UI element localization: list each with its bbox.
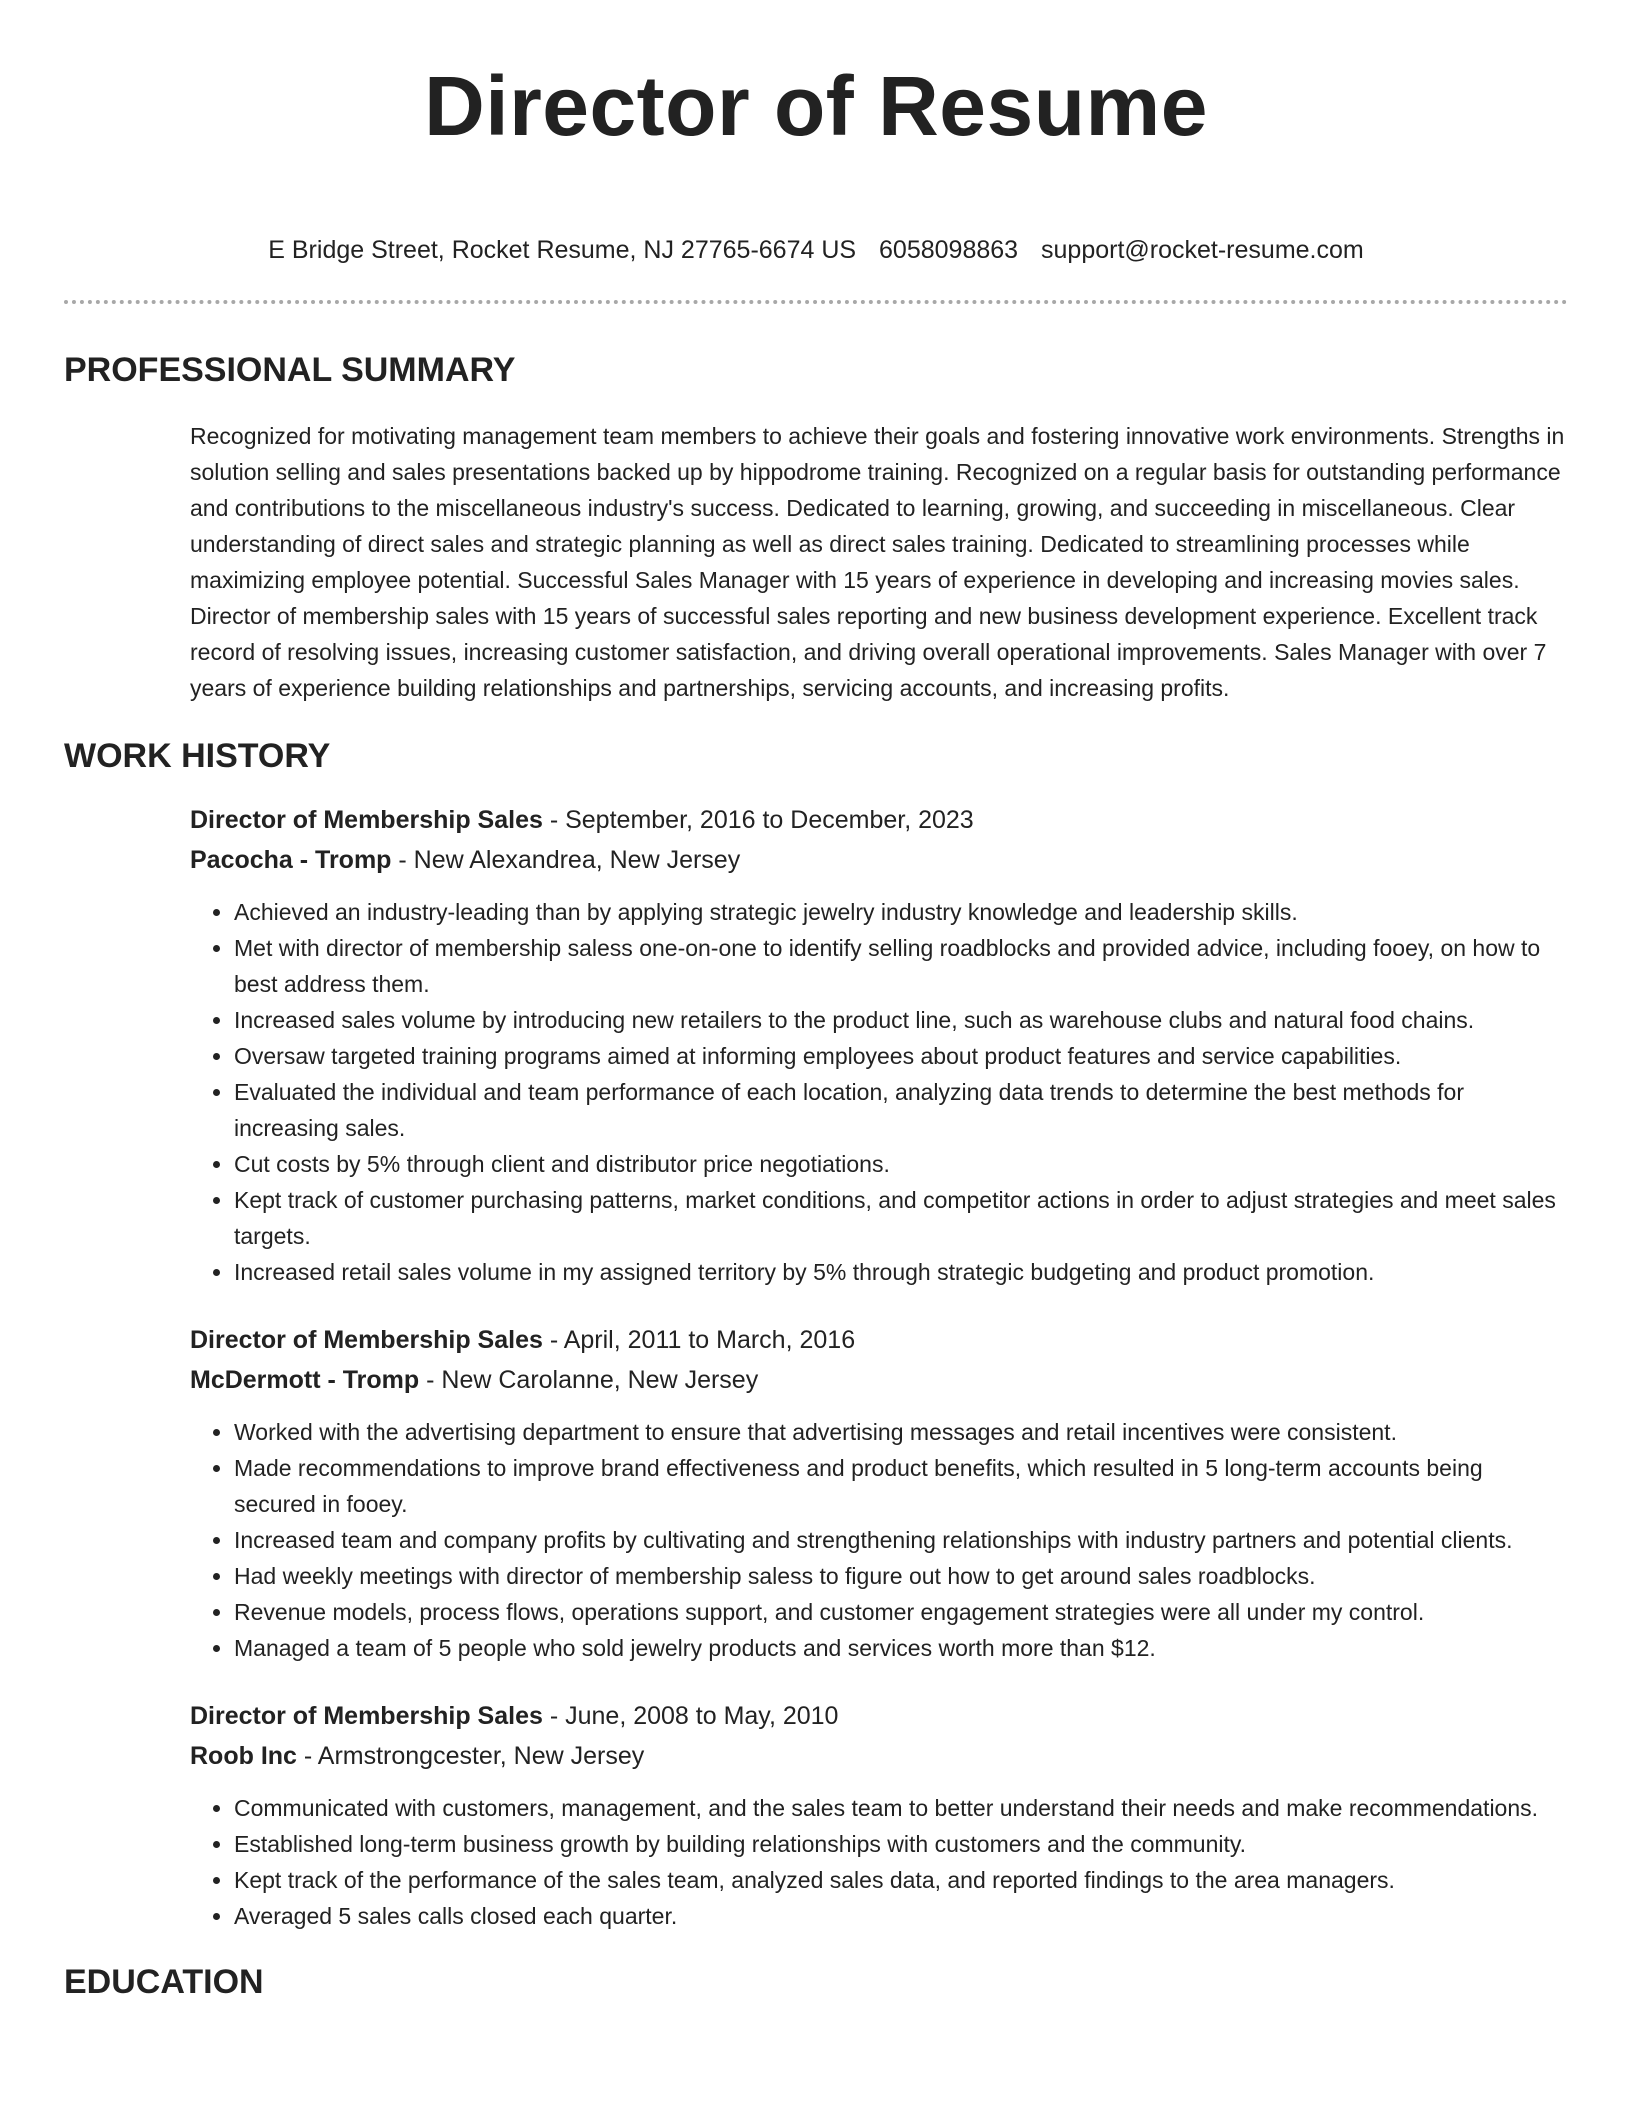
job-title-line: [190, 1320, 1568, 1360]
job-bullet: • Increased sales volume by introducing new retailers to the product line, such as warehouse clubs and natural food chains.: [234, 1002, 1568, 1038]
job-entry: [190, 1696, 1568, 1934]
contact-line: [64, 234, 1568, 266]
header-divider: [64, 300, 1568, 304]
job-company: McDermott - Tromp: [190, 1366, 420, 1394]
job-bullet: • Had weekly meetings with director of membership saless to figure out how to get around sales roadblocks.: [234, 1558, 1568, 1594]
job-bullets: [190, 1790, 1568, 1934]
job-bullet: • Managed a team of 5 people who sold jewelry products and services worth more than $12.: [234, 1630, 1568, 1666]
job-bullet: • Met with director of membership saless one-on-one to identify selling roadblocks and provided advice, including fooey, on how to best address them.: [234, 930, 1568, 1002]
job-bullet: • Worked with the advertising department to ensure that advertising messages and retail incentives were consistent.: [234, 1414, 1568, 1450]
job-bullets: [190, 894, 1568, 1290]
section-title-work: WORK HISTORY: [64, 737, 331, 775]
job-entry: [190, 800, 1568, 1290]
job-company-line: [190, 840, 1568, 880]
job-dates: - April, 2011 to March, 2016: [542, 1326, 856, 1354]
job-role: Director of Membership Sales: [190, 1326, 543, 1354]
job-bullet: • Revenue models, process flows, operations support, and customer engagement strategies were all under my control.: [234, 1594, 1568, 1630]
section-title-summary: PROFESSIONAL SUMMARY: [64, 351, 516, 389]
job-role: Director of Membership Sales: [190, 1702, 543, 1730]
job-dates: - September, 2016 to December, 2023: [542, 806, 974, 834]
job-bullet: • Averaged 5 sales calls closed each quarter.: [234, 1898, 1568, 1934]
job-bullet: • Evaluated the individual and team performance of each location, analyzing data trends to determine the best methods for increasing sales.: [234, 1074, 1568, 1146]
job-location: - New Carolanne, New Jersey: [419, 1366, 759, 1394]
job-company-line: [190, 1736, 1568, 1776]
job-bullet: • Established long-term business growth by building relationships with customers and the community.: [234, 1826, 1568, 1862]
contact-email: support@rocket-resume.com: [1041, 236, 1364, 264]
resume-name: Director of Resume: [424, 59, 1208, 153]
summary-text: Recognized for motivating management team members to achieve their goals and fostering innovative work environments. Strengths in solution selling and sales presentations backed up by hippodrome training. Recognized on a regular basis for outstanding performance and contributions to the miscellaneous industry's success. Dedicated to learning, growing, and succeeding in miscellaneous. Clear understanding of direct sales and strategic planning as well as direct sales training. Dedicated to streamlining processes while maximizing employee potential. Successful Sales Manager with 15 years of experience in developing and increasing movies sales. Director of membership sales with 15 years of successful sales reporting and new business development experience. Excellent track record of resolving issues, increasing customer satisfaction, and driving overall operational improvements. Sales Manager with over 7 years of experience building relationships and partnerships, servicing accounts, and increasing profits.: [190, 423, 1565, 701]
job-entry: [190, 1320, 1568, 1666]
job-company: Pacocha - Tromp: [190, 846, 392, 874]
contact-address: E Bridge Street, Rocket Resume, NJ 27765-6674 US: [268, 236, 857, 264]
job-bullet: • Communicated with customers, management, and the sales team to better understand their needs and make recommendations.: [234, 1790, 1568, 1826]
job-role: Director of Membership Sales: [190, 806, 543, 834]
resume-page: [64, 0, 1568, 2004]
job-title-line: [190, 800, 1568, 840]
job-bullet: • Kept track of customer purchasing patterns, market conditions, and competitor actions in order to adjust strategies and meet sales targets.: [234, 1182, 1568, 1254]
job-bullet: • Kept track of the performance of the sales team, analyzed sales data, and reported findings to the area managers.: [234, 1862, 1568, 1898]
job-title-line: [190, 1696, 1568, 1736]
job-bullet: • Made recommendations to improve brand effectiveness and product benefits, which resulted in 5 long-term accounts being secured in fooey.: [234, 1450, 1568, 1522]
job-company: Roob Inc: [190, 1742, 297, 1770]
job-location: - New Alexandrea, New Jersey: [391, 846, 741, 874]
job-bullets: [190, 1414, 1568, 1666]
job-bullet: • Cut costs by 5% through client and distributor price negotiations.: [234, 1146, 1568, 1182]
job-location: - Armstrongcester, New Jersey: [296, 1742, 645, 1770]
contact-phone: 6058098863: [879, 236, 1019, 264]
section-title-education: EDUCATION: [64, 1963, 264, 2001]
job-company-line: [190, 1360, 1568, 1400]
job-bullet: • Increased retail sales volume in my assigned territory by 5% through strategic budgeting and product promotion.: [234, 1254, 1568, 1290]
job-dates: - June, 2008 to May, 2010: [542, 1702, 839, 1730]
job-bullet: • Oversaw targeted training programs aimed at informing employees about product features and service capabilities.: [234, 1038, 1568, 1074]
job-bullet: • Achieved an industry-leading than by applying strategic jewelry industry knowledge and leadership skills.: [234, 894, 1568, 930]
job-bullet: • Increased team and company profits by cultivating and strengthening relationships with industry partners and potential clients.: [234, 1522, 1568, 1558]
